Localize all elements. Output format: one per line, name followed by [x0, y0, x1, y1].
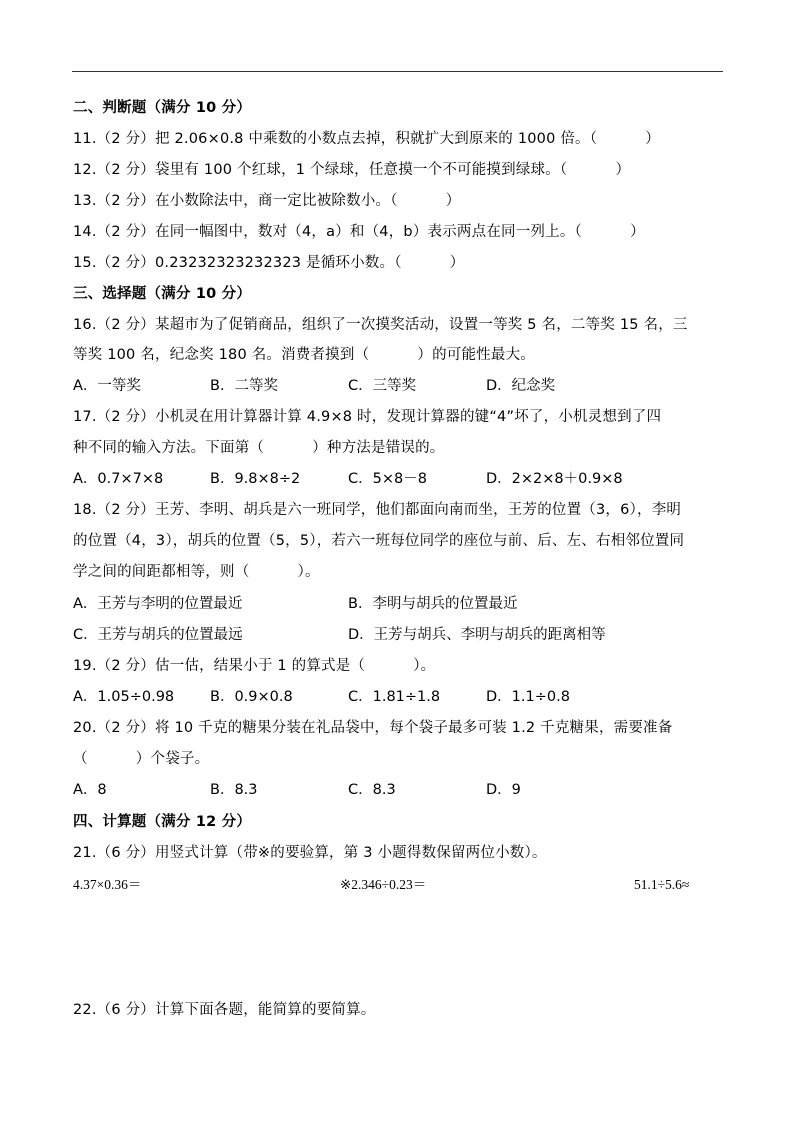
question-12: 12.（2 分）袋里有 100 个红球，1 个绿球，任意摸一个不可能摸到绿球。（ ）	[73, 162, 631, 178]
question-21-line1: 21.（6 分）用竖式计算（带※的要验算，第 3 小题得数保留两位小数）。	[73, 845, 547, 861]
question-20-line2: （ ）个袋子。	[73, 751, 210, 767]
option-17-c: C．5×8－8	[348, 471, 427, 487]
option-19-b: B．0.9×0.8	[210, 689, 293, 705]
option-18-c: C．王芳与胡兵的位置最远	[73, 627, 243, 643]
option-20-a: A．8	[73, 782, 107, 798]
option-19-d: D．1.1÷0.8	[486, 689, 570, 705]
option-20-c: C．8.3	[348, 782, 396, 798]
question-18-line1: 18.（2 分）王芳、李明、胡兵是六一班同学，他们都面向南而坐，王芳的位置（3，6），李明	[73, 502, 682, 518]
option-16-c: C．三等奖	[348, 378, 417, 394]
section-heading-choice: 三、选择题（满分 10 分）	[73, 286, 252, 302]
question-15: 15.（2 分）0.23232323232323 是循环小数。（ ）	[73, 255, 465, 271]
calc-expression-2: ※2.346÷0.23＝	[340, 877, 427, 892]
calc-expression-3: 51.1÷5.6≈	[634, 877, 690, 892]
question-16-line2: 等奖 100 名，纪念奖 180 名。消费者摸到（ ）的可能性最大。	[73, 347, 535, 363]
option-20-d: D．9	[486, 782, 521, 798]
option-16-a: A．一等奖	[73, 378, 141, 394]
question-19-line1: 19.（2 分）估一估，结果小于 1 的算式是（ ）。	[73, 658, 436, 674]
question-17-line2: 种不同的输入方法。下面第（ ）种方法是错误的。	[73, 440, 445, 456]
section-heading-calculation: 四、计算题（满分 12 分）	[73, 814, 252, 830]
header-rule	[72, 71, 723, 72]
question-17-line1: 17.（2 分）小机灵在用计算器计算 4.9×8 时，发现计算器的键“4”坏了，小机灵想到了四	[73, 409, 662, 425]
question-18-line3: 学之间的间距都相等，则（ ）。	[73, 564, 320, 580]
option-16-b: B．二等奖	[210, 378, 278, 394]
section-heading-judgment: 二、判断题（满分 10 分）	[73, 100, 252, 116]
question-22-line1: 22.（6 分）计算下面各题，能简算的要简算。	[73, 1002, 376, 1018]
question-16-line1: 16.（2 分）某超市为了促销商品，组织了一次摸奖活动，设置一等奖 5 名，二等奖 15 名，三	[73, 317, 688, 333]
question-14: 14.（2 分）在同一幅图中，数对（4，a）和（4，b）表示两点在同一列上。（ ）	[73, 224, 645, 240]
option-18-d: D．王芳与胡兵、李明与胡兵的距离相等	[348, 627, 606, 643]
option-18-b: B．李明与胡兵的位置最近	[348, 596, 518, 612]
option-20-b: B．8.3	[210, 782, 258, 798]
option-17-b: B．9.8×8÷2	[210, 471, 301, 487]
calc-expression-1: 4.37×0.36＝	[73, 877, 142, 892]
question-20-line1: 20.（2 分）将 10 千克的糖果分装在礼品袋中，每个袋子最多可装 1.2 千克糖果，需要准备	[73, 720, 673, 736]
option-18-a: A．王芳与李明的位置最近	[73, 596, 243, 612]
option-17-a: A．0.7×7×8	[73, 471, 164, 487]
question-18-line2: 的位置（4，3），胡兵的位置（5，5），若六一班每位同学的座位与前、后、左、右相邻位置同	[73, 533, 685, 549]
option-16-d: D．纪念奖	[486, 378, 556, 394]
option-19-c: C．1.81÷1.8	[348, 689, 441, 705]
question-13: 13.（2 分）在小数除法中，商一定比被除数小。（ ）	[73, 193, 461, 209]
question-11: 11.（2 分）把 2.06×0.8 中乘数的小数点去掉，积就扩大到原来的 1000 倍。（ ）	[73, 131, 660, 147]
option-17-d: D．2×2×8＋0.9×8	[486, 471, 623, 487]
option-19-a: A．1.05÷0.98	[73, 689, 175, 705]
